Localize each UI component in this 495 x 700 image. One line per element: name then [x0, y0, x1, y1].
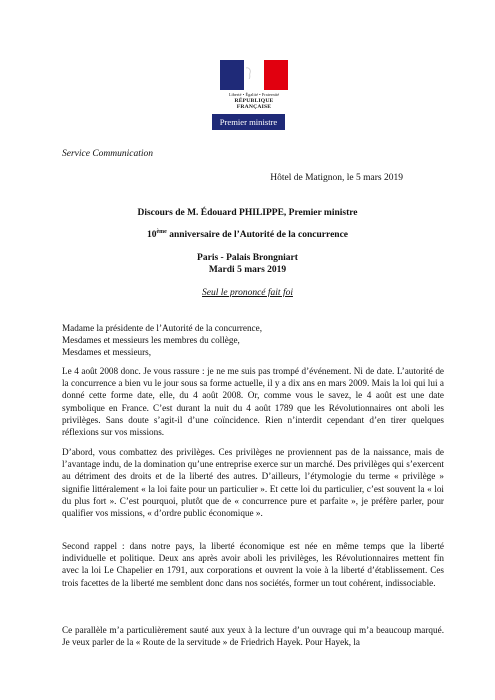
paragraph-text: D’abord, vous combattez des privilèges. Ces privilèges ne proviennent pas de la naissance, mais de l’avantage indu, de la domination qu’une entreprise exerce sur un marché. Des privilèges qui s’exercent au détriment des droits et de la liberté des autres. D’ailleurs, l’étymologie du terme « privilège » signifie littéralement « la loi faite pour un particulier ». Et cette loi du particulier, c’est souvent la « loi du plus fort ». C’est pourquoi, plutôt que de « concurrence pure et parfaite », je préfère parler, pour qualifier vos missions, « d’ordre public économique ».: [62, 447, 444, 519]
paragraph-text: Le 4 août 2008 donc. Je vous rassure : je ne me suis pas trompé d’événement. Ni de date. L’autorité de la concurrence a bien vu le jour sous sa forme actuelle, il y a dix ans en mars 2009. Mais la loi qui lui a donné cette forme date, elle, du 4 août 2008. Or, comme vous le savez, le 4 août est une date symbolique en France. C’est durant la nuit du 4 août 1789 que les Révolutionnaires ont aboli les privilèges. Sans doute s’agit-il d’une coïncidence. Rien n’interdit cependant d’en tirer quelques réflexions sur vos missions.: [62, 366, 444, 438]
occasion-ordinal: ème: [156, 229, 167, 235]
paragraph-text: Ce parallèle m’a particulièrement sauté aux yeux à la lecture d’un ouvrage qui m’a beaucoup marqué. Je veux parler de la « Route de la servitude » de Friedrich Hayek. Pour Hayek, la: [62, 625, 444, 648]
salutation-line: Madame la présidente de l’Autorité de la concurrence,: [62, 323, 262, 333]
occasion-text: anniversaire de l’Autorité de la concurrence: [166, 230, 348, 241]
speech-occasion: [0, 229, 495, 240]
office-label: Premier ministre: [212, 114, 285, 130]
speech-location: Paris - Palais Brongniart: [197, 253, 298, 263]
place-date: Hôtel de Matignon, le 5 mars 2019: [270, 173, 403, 183]
republic-motto: Liberté • Égalité • Fraternité: [228, 92, 280, 97]
speech-title: Discours de M. Édouard PHILIPPE, Premier ministre: [137, 208, 358, 218]
paragraph: [62, 540, 444, 589]
occasion-number: 10: [147, 230, 157, 241]
speech-date: Mardi 5 mars 2019: [208, 265, 287, 275]
marianne-flag-icon: [220, 60, 288, 90]
service-label: Service Communication: [62, 149, 154, 159]
disclaimer: Seul le prononcé fait foi: [202, 288, 293, 298]
salutation-line: Mesdames et messieurs,: [62, 347, 152, 358]
paragraph: [62, 624, 444, 648]
paragraph-text: Second rappel : dans notre pays, la liberté économique est née en même temps que la liberté individuelle et politique. Deux ans après avoir aboli les privilèges, les Révolutionnaires mettent fin avec la loi Le Chapelier en 1791, aux corporations et ouvrent la voie à la liberté d’établissement. Ces trois facettes de la liberté me semblent donc dans nos sociétés, former un tout cohérent, indissociable.: [62, 541, 444, 588]
paragraph: [62, 446, 444, 519]
republic-name: RÉPUBLIQUE FRANÇAISE: [234, 98, 274, 110]
government-logo: [218, 60, 290, 110]
paragraph: [62, 365, 444, 438]
salutation-line: Mesdames et messieurs les membres du collège,: [62, 335, 240, 346]
salutation: [62, 322, 444, 359]
